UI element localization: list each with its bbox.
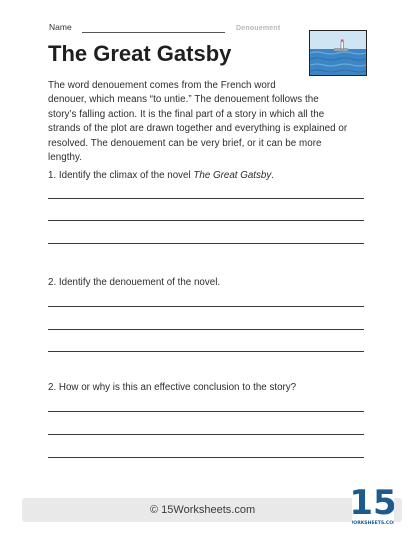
- name-label: Name: [49, 22, 72, 32]
- page-title: The Great Gatsby: [48, 41, 232, 66]
- footer-copyright: © 15Worksheets.com: [150, 504, 256, 516]
- answer-line[interactable]: [48, 457, 364, 458]
- answer-line[interactable]: [48, 198, 364, 199]
- answer-line[interactable]: [48, 243, 364, 244]
- question-1-prefix: 1. Identify the climax of the novel: [48, 170, 194, 181]
- name-line: [82, 32, 225, 33]
- intro-line: denouer, which means “to untie.” The denouement follows the: [48, 94, 319, 106]
- answer-line[interactable]: [48, 411, 364, 412]
- topic-label: Denouement: [236, 25, 281, 32]
- question-1-suffix: .: [271, 170, 275, 181]
- logo-number: 15: [352, 483, 394, 523]
- answer-line[interactable]: [48, 329, 364, 330]
- intro-line: story’s falling action. It is the final part of a story in which all the: [48, 108, 325, 120]
- sea-lighthouse-picture-icon: [309, 30, 367, 76]
- answer-line[interactable]: [48, 434, 364, 435]
- question-1: [48, 170, 274, 181]
- intro-line: resolved. The denouement can be very brief, or it can be more: [48, 137, 322, 149]
- intro-line: strands of the plot are drawn together and everything is explained or: [48, 123, 348, 135]
- logo-text: ORKSHEETS.CO: [353, 521, 394, 526]
- answer-line[interactable]: [48, 351, 364, 352]
- intro-paragraph: [48, 79, 366, 165]
- answer-line[interactable]: [48, 306, 364, 307]
- question-3: 2. How or why is this an effective conclusion to the story?: [48, 382, 297, 393]
- intro-line: The word denouement comes from the French word: [48, 80, 276, 91]
- question-1-title: The Great Gatsby: [193, 170, 272, 181]
- 15worksheets-logo-icon: [352, 478, 394, 530]
- answer-line[interactable]: [48, 220, 364, 221]
- intro-line: lengthy.: [48, 152, 82, 164]
- question-2: 2. Identify the denouement of the novel.: [48, 277, 221, 288]
